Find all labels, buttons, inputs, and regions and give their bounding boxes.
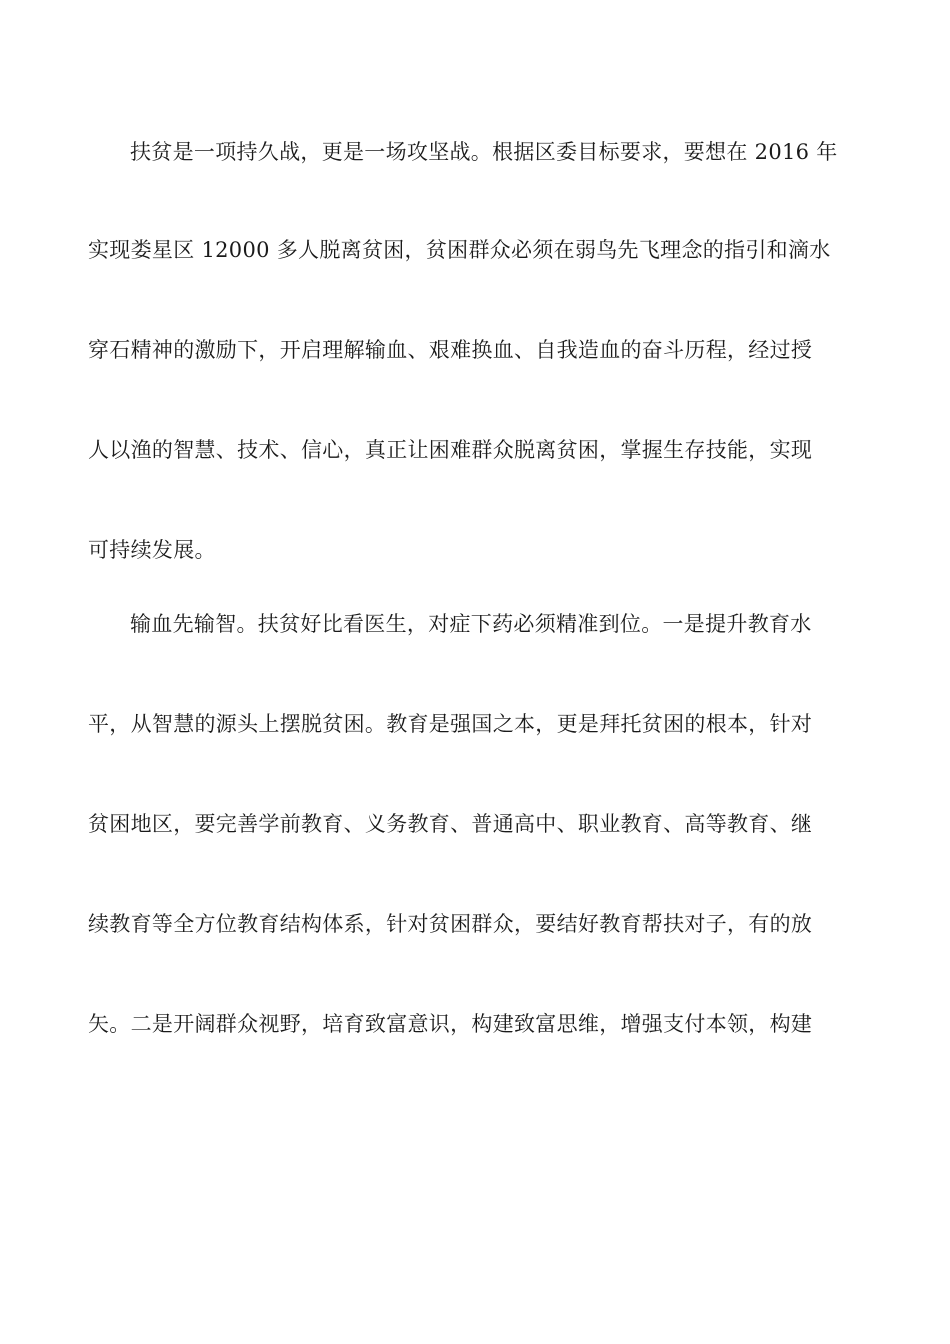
paragraph-1-line-2: 实现娄星区 12000 多人脱离贫困，贫困群众必须在弱鸟先飞理念的指引和滴水 (88, 238, 831, 262)
paragraph-1-line-1: 扶贫是一项持久战，更是一场攻坚战。根据区委目标要求，要想在 2016 年 (130, 140, 838, 164)
paragraph-1-line-5: 可持续发展。 (88, 538, 216, 562)
paragraph-2-line-1: 输血先输智。扶贫好比看医生，对症下药必须精准到位。一是提升教育水 (130, 612, 812, 636)
paragraph-1-line-3: 穿石精神的激励下，开启理解输血、艰难换血、自我造血的奋斗历程，经过授 (88, 338, 813, 362)
paragraph-2-line-5: 矢。二是开阔群众视野，培育致富意识，构建致富思维，增强支付本领，构建 (88, 1012, 813, 1036)
paragraph-2-line-4: 续教育等全方位教育结构体系，针对贫困群众，要结好教育帮扶对子，有的放 (88, 912, 813, 936)
paragraph-1-line-4: 人以渔的智慧、技术、信心，真正让困难群众脱离贫困，掌握生存技能，实现 (88, 438, 813, 462)
paragraph-2-line-3: 贫困地区，要完善学前教育、义务教育、普通高中、职业教育、高等教育、继 (88, 812, 813, 836)
paragraph-2-line-2: 平，从智慧的源头上摆脱贫困。教育是强国之本，更是拜托贫困的根本，针对 (88, 712, 813, 736)
